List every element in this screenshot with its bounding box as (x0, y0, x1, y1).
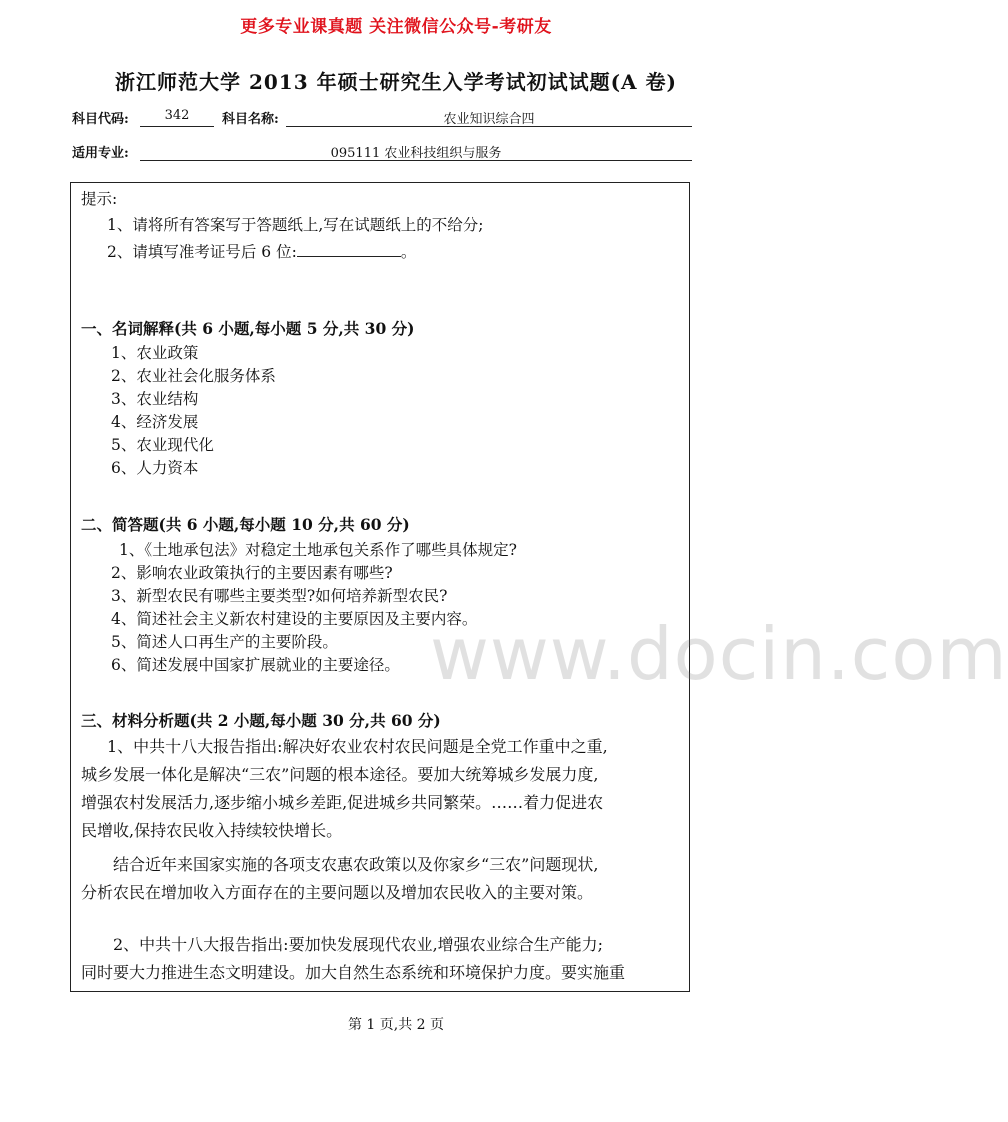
section-2-item: 4、简述社会主义新农村建设的主要原因及主要内容。 (111, 610, 478, 628)
material-line: 1、中共十八大报告指出:解决好农业农村农民问题是全党工作重中之重, (107, 737, 608, 756)
tip-item-2-text: 2、请填写准考证号后 6 位: (107, 243, 297, 261)
tips-heading: 提示: (81, 190, 118, 208)
section-2-item: 6、简述发展中国家扩展就业的主要途径。 (111, 656, 400, 674)
watermark: www.docin.com (430, 612, 1008, 696)
tip-item-1: 1、请将所有答案写于答题纸上,写在试题纸上的不给分; (107, 216, 484, 234)
material-line: 同时要大力推进生态文明建设。加大自然生态系统和环境保护力度。要实施重 (81, 963, 626, 982)
exam-title: 浙江师范大学 2013 年硕士研究生入学考试初试试题(A 卷) (115, 70, 677, 94)
question-2-material (81, 931, 681, 987)
section-2-item: 2、影响农业政策执行的主要因素有哪些? (111, 564, 393, 582)
subject-name-value: 农业知识综合四 (286, 108, 692, 127)
section-1-item: 4、经济发展 (111, 413, 199, 431)
tip-item-2-end: 。 (400, 243, 417, 261)
section-3-heading: 三、材料分析题(共 2 小题,每小题 30 分,共 60 分) (81, 711, 441, 730)
section-1-item: 6、人力资本 (111, 459, 199, 477)
section-2-item: 1、《土地承包法》对稳定土地承包关系作了哪些具体规定? (119, 541, 517, 559)
material-line: 城乡发展一体化是解决“三农”问题的根本途径。要加大统筹城乡发展力度, (81, 765, 599, 784)
section-1-item: 1、农业政策 (111, 344, 199, 362)
material-line: 民增收,保持农民收入持续较快增长。 (81, 821, 343, 840)
section-1-item: 3、农业结构 (111, 390, 199, 408)
page-number: 第 1 页,共 2 页 (347, 1017, 445, 1033)
task-line: 结合近年来国家实施的各项支农惠农政策以及你家乡“三农”问题现状, (113, 855, 599, 874)
section-1-item: 2、农业社会化服务体系 (111, 367, 276, 385)
material-line: 2、中共十八大报告指出:要加快发展现代农业,增强农业综合生产能力; (113, 935, 604, 954)
material-line: 增强农村发展活力,逐步缩小城乡差距,促进城乡共同繁荣。……着力促进农 (81, 793, 604, 812)
section-2-item: 5、简述人口再生产的主要阶段。 (111, 633, 338, 651)
section-1-item: 5、农业现代化 (111, 436, 214, 454)
exam-content-box (70, 182, 690, 992)
section-2-heading: 二、简答题(共 6 小题,每小题 10 分,共 60 分) (81, 515, 410, 534)
task-line: 分析农民在增加收入方面存在的主要问题以及增加农民收入的主要对策。 (81, 883, 594, 902)
exam-id-blank (297, 242, 401, 257)
section-2-item: 3、新型农民有哪些主要类型?如何培养新型农民? (111, 587, 448, 605)
tip-item-2 (107, 240, 416, 262)
subject-name-label: 科目名称: (222, 112, 279, 127)
promo-banner: 更多专业课真题 关注微信公众号-考研友 (240, 17, 552, 37)
question-1-material (81, 733, 681, 845)
subject-code-value: 342 (140, 108, 214, 127)
subject-code-label: 科目代码: (72, 112, 129, 127)
section-1-heading: 一、名词解释(共 6 小题,每小题 5 分,共 30 分) (81, 319, 415, 338)
question-1-task (81, 851, 681, 907)
major-label: 适用专业: (72, 146, 129, 161)
major-value: 095111 农业科技组织与服务 (140, 142, 692, 161)
